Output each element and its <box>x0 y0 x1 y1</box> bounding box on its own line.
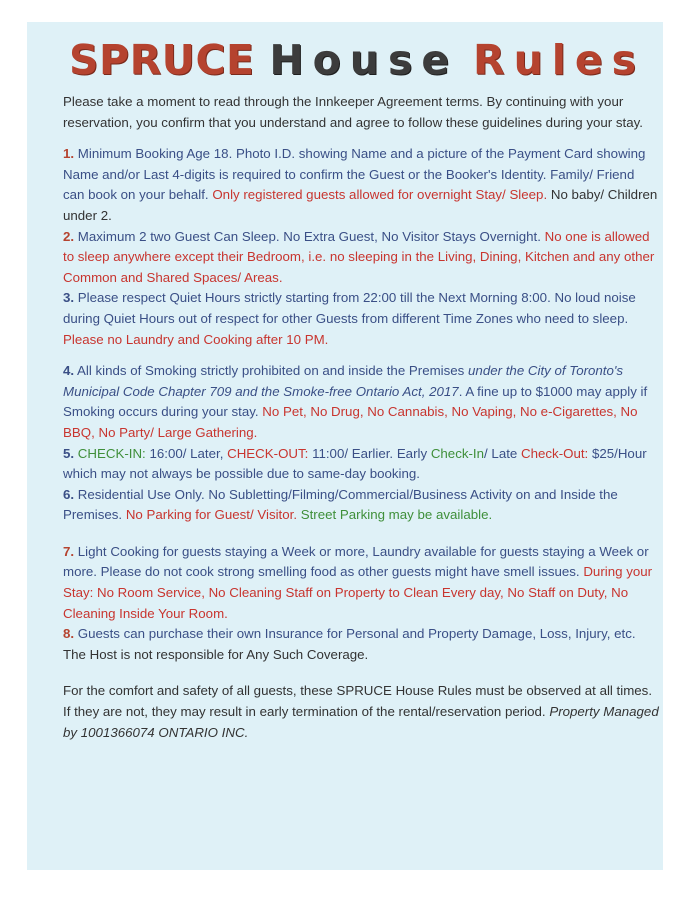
rule-7-text: Light Cooking for guests staying a Week or more, Laundry available for guests staying a Week or more. Please do not cook strong smelling food as other guests might have smell issues. <box>63 543 649 580</box>
rule-5-separator: / Late <box>484 445 521 461</box>
rule-4-legal-reference: under the City of Toronto's Municipal Code Chapter 709 and the Smoke-free Ontario Act, 2017 <box>63 363 624 399</box>
rule-2-highlight: No one is allowed to sleep anywhere except their Bedroom, i.e. no sleeping in the Living, Dining, Kitchen and any other Common and Shared Spaces/ Areas. <box>63 228 655 285</box>
rule-4-fine: . A fine up to $1000 may apply if Smoking occurs during your stay. <box>63 383 648 420</box>
rule-4 <box>63 361 659 443</box>
rule-2 <box>63 227 659 289</box>
rule-5-late-checkout: Check-Out: <box>521 445 589 461</box>
rules-group-1 <box>63 144 659 350</box>
rule-1-highlight: Only registered guests allowed for overnight Stay/ Sleep. <box>212 187 548 203</box>
rule-5-number: 5. <box>63 445 75 461</box>
rule-7-number: 7. <box>63 543 75 559</box>
rule-8-text: Guests can purchase their own Insurance for Personal and Property Damage, Loss, Injury, etc. <box>74 626 636 642</box>
title-rules: Rules <box>473 36 646 84</box>
rule-3 <box>63 288 659 350</box>
title-spruce: SPRUCE <box>69 36 255 84</box>
intro-paragraph: Please take a moment to read through the Innkeeper Agreement terms. By continuing with your reservation, you confirm that you understand and agree to follow these guidelines during your stay. <box>63 94 643 130</box>
rule-5-checkin-label: CHECK-IN: <box>74 445 150 461</box>
rule-6-number: 6. <box>63 486 75 502</box>
closing-paragraph <box>63 681 659 743</box>
rule-2-text: Maximum 2 two Guest Can Sleep. No Extra Guest, No Visitor Stays Overnight. <box>74 228 545 244</box>
rule-1-text: Minimum Booking Age 18. Photo I.D. showing Name and a picture of the Payment Card showing Name and/or Last 4-digits is required to confirm the Guest or the Booker's Identity. Family/ Friend can book on your behalf. <box>63 146 646 203</box>
rule-8 <box>63 624 659 665</box>
rule-6-street-parking: Street Parking may be available. <box>297 507 493 523</box>
rule-5-early-checkin: Check-In <box>430 445 485 461</box>
rule-5-checkout-time: 11:00/ Earlier. Early <box>312 445 431 461</box>
rule-7 <box>63 542 659 624</box>
rule-4-number: 4. <box>63 363 75 379</box>
rule-5-checkin-time: 16:00/ Later, <box>149 445 228 461</box>
rule-4-highlight: No Pet, No Drug, No Cannabis, No Vaping, No e-Cigarettes, No BBQ, No Party/ Large Gathering. <box>63 404 638 440</box>
rules-group-3 <box>63 542 659 666</box>
rule-5 <box>63 444 659 485</box>
rule-6-highlight: No Parking for Guest/ Visitor. <box>125 507 298 523</box>
rule-8-disclaimer: The Host is not responsible for Any Such Coverage. <box>63 646 369 662</box>
rule-6 <box>63 485 659 526</box>
rule-3-highlight: Please no Laundry and Cooking after 10 PM. <box>63 331 329 347</box>
rule-6-text: Residential Use Only. No Subletting/Filming/Commercial/Business Activity on and Inside the Premises. <box>63 486 618 523</box>
property-manager: Property Managed by 1001366074 ONTARIO INC. <box>63 704 659 740</box>
rule-1 <box>63 144 659 226</box>
closing-text: For the comfort and safety of all guests, these SPRUCE House Rules must be observed at all times. If they are not, they may result in early termination of the rental/reservation period. <box>63 683 653 720</box>
rule-3-number: 3. <box>63 290 75 306</box>
rule-1-number: 1. <box>63 146 75 162</box>
rule-5-checkout-label: CHECK-OUT: <box>227 445 313 461</box>
rule-4-text: All kinds of Smoking strictly prohibited on and inside the Premises <box>74 363 469 379</box>
house-rules-sheet <box>27 22 663 870</box>
rule-8-number: 8. <box>63 626 75 642</box>
rule-3-text: Please respect Quiet Hours strictly starting from 22:00 till the Next Morning 8:00. No loud noise during Quiet Hours out of respect for other Guests from different Time Zones who need to sleep. <box>63 290 636 326</box>
rule-1-tail: No baby/ Children under 2. <box>63 187 658 223</box>
rules-group-2 <box>63 361 659 526</box>
page-title <box>69 36 663 84</box>
rule-7-highlight: During your Stay: No Room Service, No Cleaning Staff on Property to Clean Every day, No Staff on Duty, No Cleaning Inside Your Room. <box>63 564 653 621</box>
rule-5-fee: $25/Hour which may not always be possible due to same-day booking. <box>63 445 647 482</box>
title-house: House <box>269 36 459 84</box>
rule-2-number: 2. <box>63 228 75 244</box>
